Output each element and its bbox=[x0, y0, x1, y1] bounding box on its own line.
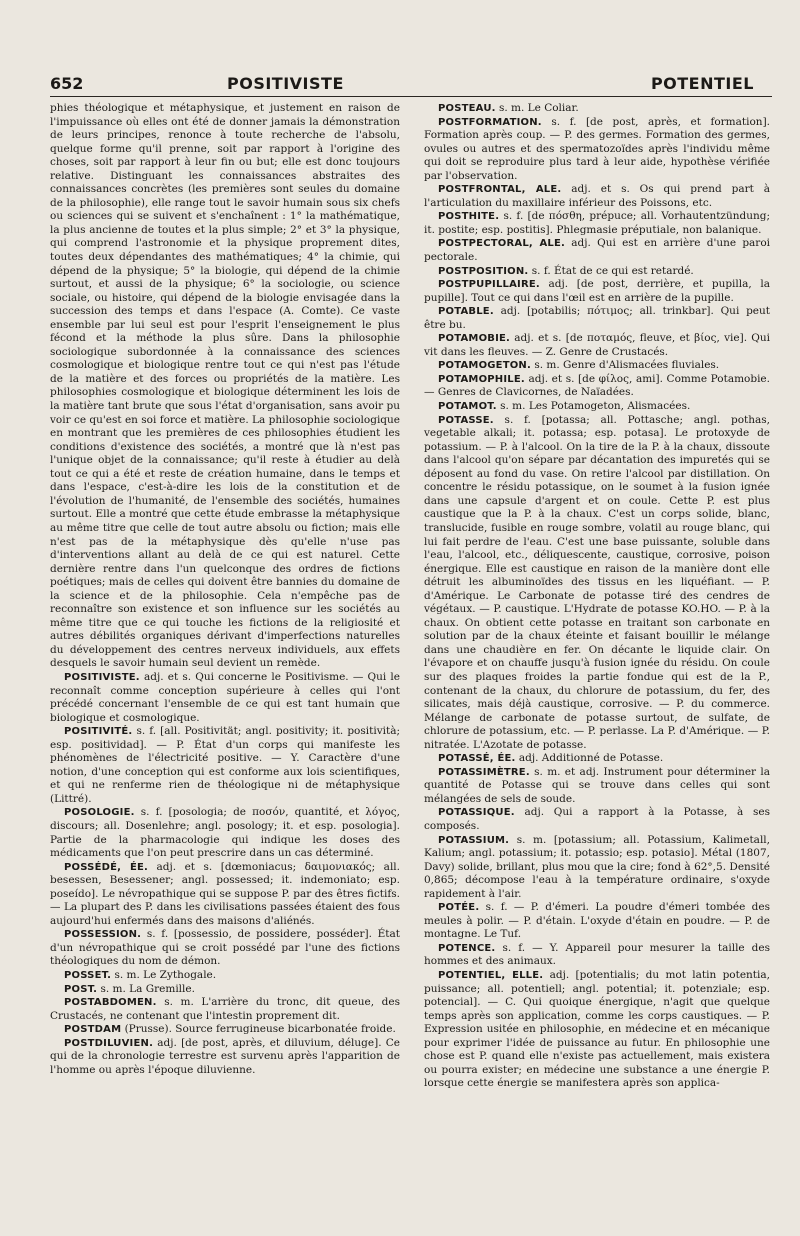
entry-headword: POSITIVITÉ. bbox=[64, 726, 133, 738]
dictionary-entry bbox=[50, 928, 400, 969]
entry-text: adj. et s. Os qui prend part à l'articulation du maxillaire inférieur des Poissons, etc. bbox=[424, 183, 770, 209]
dictionary-entry bbox=[50, 861, 400, 929]
entry-text: s. m. Les Potamogeton, Alismacées. bbox=[496, 400, 691, 413]
dictionary-entry bbox=[424, 210, 770, 237]
dictionary-entry bbox=[424, 901, 770, 942]
entry-text: s. m. Le Zythogale. bbox=[111, 969, 217, 981]
dictionary-entry bbox=[424, 359, 770, 373]
entry-headword: POTASSIUM. bbox=[438, 834, 510, 846]
entry-text: s. f. [possessio, de possidere, posséder]. État d'un névropathique qui se croit possédé par l'une des fictions théologiques du nom de démon. bbox=[50, 928, 400, 968]
entry-text: adj. Qui a rapport à la Potasse, à ses composés. bbox=[424, 806, 770, 832]
dictionary-entry bbox=[50, 806, 400, 860]
entry-headword: POSSÉDÉ, ÉE. bbox=[64, 861, 149, 873]
dictionary-entry bbox=[424, 102, 770, 116]
entry-headword: POSTPUPILLAIRE. bbox=[438, 279, 540, 291]
dictionary-entry bbox=[50, 671, 400, 725]
entry-headword: POTASSE. bbox=[438, 414, 494, 426]
dictionary-entry bbox=[424, 183, 770, 210]
entry-headword: POTENTIEL, ELLE. bbox=[438, 970, 544, 981]
right-running-head: POTENTIEL bbox=[650, 74, 754, 93]
entry-text: s. f. [de post, après, et formation]. Formation après coup. — P. des germes. Formation des germes, ovules ou autres et des spermatozoïdes après l'individu même qui doit se reproduire plus tard à leur aide, hypothèse vérifiée par l'observation. bbox=[424, 115, 770, 182]
dictionary-entry bbox=[50, 996, 400, 1023]
entry-headword: POSTHITE. bbox=[438, 211, 500, 223]
dictionary-entry bbox=[424, 806, 770, 833]
dictionary-entry bbox=[424, 400, 770, 414]
entry-text: s. f. — P. d'émeri. La poudre d'émeri tombée des meules à polir. — P. d'étain. L'oxyde d'étain en poudre. — P. de montagne. Le Tuf. bbox=[424, 901, 770, 941]
continued-paragraph bbox=[50, 102, 400, 671]
entry-headword: POTAMOT. bbox=[438, 401, 497, 413]
entry-headword: POTASSIMÈTRE. bbox=[438, 766, 530, 778]
entry-text: adj. [de post, derrière, et pupilla, la pupille]. Tout ce qui dans l'œil est en arrière de la pupille. bbox=[424, 278, 770, 304]
entry-text: phies théologique et métaphysique, et justement en raison de l'impuissance où elles ont été de donner jamais la démonstration de leurs principes, renonce à toute recherche de l'absolu, quelque forme qu'il prenne, soit par rapport à l'origine des choses, soit par rapport à leur fin ou but; elle est donc toujours relative. Distinguant les connaissances abstraites des connaissances concrètes (les premières sont seules du domaine de la philosophie), elle range tout le savoir humain sous six chefs ou sciences qui se suivent et s'enchaînent : 1° la mathématique, la plus ancienne de toutes et la plus simple; 2° et 3° la physique, qui comprend l'astronomie et la physique proprement dites, toutes deux dépendantes des mathématiques; 4° la chimie, qui dépend de la physique; 5° la biologie, qui dépend de la chimie surtout, et aussi de la physique; 6° la sociologie, ou science sociale, ou histoire, qui dépend de la biologie envisagée dans la succession des temps et dans l'espace (A. Comte). Ce vaste ensemble par lui seul est pour l'esprit l'enseignement le plus fécond et la méthode la plus sûre. Dans la philosophie sociologique subordonnée à la connaissance des sciences cosmologique et biologique rentre tout ce qui n'est pas l'étude de la matière et des forces ou propriétés de la matière. Les philosophies cosmologique et biologique déterminent les lois de la matière tant brute que sous l'état d'organisation, sans avoir pu voir ce qu'est en soi force et matière. La philosophie sociologique en montrant que les premières de ces philosophies étudient les conditions d'existence des sociétés, a montré que là n'est pas l'unique objet de la connaissance; qu'il reste à étudier au delà tout ce qui a été et reste de création humaine, dans le temps et dans l'espace, c'est-à-dire les lois de la constitution et de l'évolution de l'humanité, de l'ensemble des sociétés, humaines surtout. Elle a montré que cette étude embrasse la métaphysique au même titre que celle de tout autre absolu ou fiction; mais elle n'est pas de la métaphysique dès qu'elle n'use pas d'interventions allant au delà de ce qui est naturel. Cette dernière rentre dans l'un quelconque des ordres de fictions poétiques; mais de celles qui doivent être bannies du domaine de la science et de la philosophie. Cela n'empêche pas de reconnaître son existence et son influence sur les sociétés au même titre que ce qui touche les fictions de la religiosité et autres débilités organiques dérivant d'imperfections naturelles du développement des centres nerveux individuels, aux effets desquels le savoir humain seul devient un remède. bbox=[50, 102, 400, 670]
entry-text: adj. Qui est en arrière d'une paroi pectorale. bbox=[424, 237, 770, 264]
entry-headword: POTÉE. bbox=[438, 902, 480, 914]
entry-text: adj. et s. [de ποταμός, fleuve, et βίος, vie]. Qui vit dans les fleuves. — Z. Genre de Crustacés. bbox=[424, 332, 770, 358]
entry-headword: POSITIVISTE. bbox=[64, 671, 140, 683]
dictionary-entry bbox=[50, 1023, 400, 1037]
entry-text: adj. [de post, après, et diluvium, déluge]. Ce qui de la chronologie terrestre est survenu après l'apparition de l'homme ou après l'époque diluvienne. bbox=[50, 1036, 400, 1076]
right-column bbox=[424, 102, 770, 1091]
entry-headword: POTABLE. bbox=[438, 306, 494, 318]
entry-headword: POSTFORMATION. bbox=[438, 116, 542, 128]
entry-text: s. f. [potassa; all. Pottasche; angl. pothas, vegetable alkali; it. potassa; esp. potasa]. Le protoxyde de potassium. — P. à l'alcool. On la tire de la P. à la chaux, dissoute dans l'alcool qu'on sépare par décantation des impuretés qui se déposent au fond du vase. On retire l'alcool par distillation. On concentre le résidu potassique, on le soumet à la fusion ignée dans une capsule d'argent et on coule. Cette P. est plus caustique que la P. à la chaux. C'est un corps solide, blanc, translucide, fusible en rouge sombre, volatil au rouge blanc, qui lui fait perdre de l'eau. C'est une base puissante, soluble dans l'eau, l'alcool, etc., déliquescente, caustique, corrosive, poison énergique. Elle est caustique en raison de la manière dont elle détruit les albuminoïdes des tissus en les liquéfiant. — P. d'Amérique. Le Carbonate de potasse tiré des cendres de végétaux. — P. caustique. L'Hydrate de potasse KO.HO. — P. à la chaux. On obtient cette potasse en traitant son carbonate en solution par de la chaux éteinte et faisant bouillir le mélange dans une chaudière en fer. On décante le liquide clair. On l'évapore et on chauffe jusqu'à fusion ignée du résidu. On coule sur des plaques froides la partie fondue qui est de la P., contenant de la chaux, du chlorure de potassium, du fer, des silicates, mais déjà caustique, corrosive. — P. du commerce. Mélange de carbonate de potasse surtout, de sulfate, de chlorure de potassium, etc. — P. perlasse. La P. d'Amérique. — P. nitratée. L'Azotate de potasse. bbox=[424, 413, 770, 751]
dictionary-entry bbox=[424, 265, 770, 279]
dictionary-entry bbox=[424, 278, 770, 305]
text-columns bbox=[50, 102, 772, 1091]
entry-text: s. m. La Gremille. bbox=[97, 982, 195, 995]
entry-headword: POTENCE. bbox=[438, 942, 496, 954]
entry-text: s. f. État de ce qui est retardé. bbox=[528, 264, 694, 277]
entry-headword: POST. bbox=[64, 983, 98, 995]
entry-headword: POTAMOGETON. bbox=[438, 360, 531, 372]
dictionary-entry bbox=[424, 766, 770, 807]
dictionary-entry bbox=[50, 983, 400, 997]
entry-text: s. m. Le Coliar. bbox=[495, 102, 579, 114]
dictionary-entry bbox=[424, 332, 770, 359]
entry-headword: POSTDILUVIEN. bbox=[64, 1037, 154, 1049]
dictionary-entry bbox=[424, 942, 770, 969]
dictionary-entry bbox=[50, 969, 400, 983]
left-running-head: POSITIVISTE bbox=[227, 74, 344, 93]
entry-text: adj. et s. [dœmoniacus; δαιμονιακός; all. besessen, Besessener; angl. possessed; it. indemoniato; esp. poseído]. Le névropathique qui se suppose P. par des êtres fictifs. — La plupart des P. dans les civilisations passées étaient des fous aujourd'hui enfermés dans des maisons d'aliénés. bbox=[50, 860, 400, 927]
entry-headword: POSSET. bbox=[64, 970, 112, 981]
entry-text: s. f. — Y. Appareil pour mesurer la taille des hommes et des animaux. bbox=[424, 941, 770, 968]
entry-headword: POTASSIQUE. bbox=[438, 807, 515, 819]
entry-headword: POSTPECTORAL, ALE. bbox=[438, 238, 566, 250]
dictionary-entry bbox=[424, 969, 770, 1091]
dictionary-entry bbox=[424, 834, 770, 902]
page-number: 652 bbox=[50, 74, 84, 93]
left-column bbox=[50, 102, 400, 1091]
entry-headword: POSOLOGIE. bbox=[64, 807, 135, 819]
dictionary-entry bbox=[424, 116, 770, 184]
dictionary-entry bbox=[424, 414, 770, 753]
entry-text: s. f. [de πόσθη, prépuce; all. Vorhautentzündung; it. postite; esp. postitis]. Phlegmasie préputiale, non balanique. bbox=[424, 210, 770, 236]
entry-headword: POSTFRONTAL, ALE. bbox=[438, 184, 562, 196]
entry-text: adj. et s. Qui concerne le Positivisme. — Qui le reconnaît comme conception supérieure à celles qui l'ont précédé concernant l'ensemble de ce qui est tant humain que biologique et cosmologique. bbox=[50, 670, 400, 724]
dictionary-entry bbox=[424, 373, 770, 400]
entry-headword: POTASSÉ, ÉE. bbox=[438, 753, 516, 765]
entry-text: adj. [potabilis; πότιμος; all. trinkbar]. Qui peut être bu. bbox=[424, 305, 770, 331]
entry-text: s. m. et adj. Instrument pour déterminer la quantité de Potasse qui se trouve dans celles qui sont mélangées de sels de soude. bbox=[424, 765, 770, 805]
dictionary-entry bbox=[424, 752, 770, 766]
entry-text: adj. [potentialis; du mot latin potentia, puissance; all. potentiell; angl. potential; it. potenziale; esp. potencial]. — C. Qui quoique énergique, n'agit que quelque temps après son application, comme les corps caustiques. — P. Expression usitée en philosophie, en médecine et en mécanique pour exprimer l'idée de puissance au futur. En philosophie une chose est P. quand elle n'existe pas actuellement, mais existera ou pourra exister; en médecine une substance a une énergie P. lorsque cette énergie se manifestera après son applica- bbox=[424, 969, 770, 1090]
entry-headword: POTAMOBIE. bbox=[438, 333, 511, 345]
dictionary-entry bbox=[50, 1037, 400, 1078]
entry-headword: POSTEAU. bbox=[438, 103, 496, 114]
entry-text: s. f. [all. Positivität; angl. positivity; it. positività; esp. positividad]. — P. État d'un corps qui manifeste les phénomènes de l'électricité positive. — Y. Caractère d'une notion, d'une conception qui est conforme aux lois scientifiques, et qui ne renferme rien de théologique ni de métaphysique (Littré). bbox=[50, 725, 400, 805]
dictionary-entry bbox=[424, 237, 770, 264]
entry-headword: POSTABDOMEN. bbox=[64, 997, 157, 1009]
page-header bbox=[50, 70, 772, 97]
entry-text: adj. Additionné de Potasse. bbox=[515, 752, 664, 765]
entry-text: s. m. [potassium; all. Potassium, Kalimetall, Kalium; angl. potassium; it. potassio; esp. potasio]. Métal (1807, Davy) solide, brillant, plus mou que la cire; fond à 62°,5. Densité 0,865; décompose l'eau à la température ordinaire, s'oxyde rapidement à l'air. bbox=[424, 833, 770, 900]
entry-text: s. m. L'arrière du tronc, dit queue, des Crustacés, ne contenant que l'intestin proprement dit. bbox=[50, 996, 400, 1022]
entry-headword: POSTDAM bbox=[64, 1024, 122, 1036]
entry-text: s. m. Genre d'Alismacées fluviales. bbox=[531, 359, 720, 372]
entry-text: adj. et s. [de φίλος, ami]. Comme Potamobie. — Genres de Clavicornes, de Naïadées. bbox=[424, 372, 770, 399]
entry-text: (Prusse). Source ferrugineuse bicarbonatée froide. bbox=[121, 1023, 396, 1036]
dictionary-entry bbox=[424, 305, 770, 332]
entry-headword: POSSESSION. bbox=[64, 929, 142, 941]
dictionary-entry bbox=[50, 725, 400, 806]
entry-text: s. f. [posologia; de ποσόν, quantité, et λόγος, discours; all. Dosenlehre; angl. posology; it. et esp. posologia]. Partie de la pharmacologie qui indique les doses des médicaments que l'on peut prescrire dans un cas déterminé. bbox=[50, 806, 400, 860]
entry-headword: POTAMOPHILE. bbox=[438, 373, 525, 385]
entry-headword: POSTPOSITION. bbox=[438, 265, 529, 277]
